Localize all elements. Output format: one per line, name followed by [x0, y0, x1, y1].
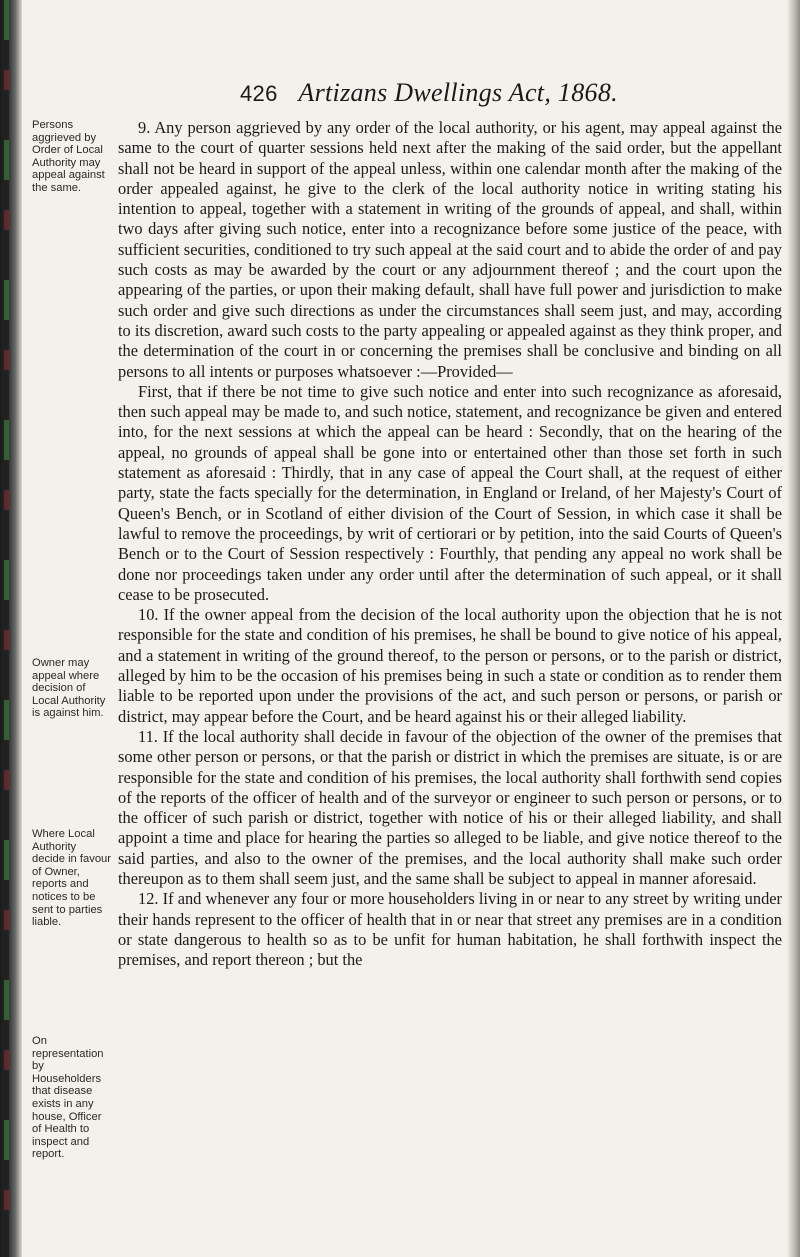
paragraph-section-12: 12. If and whenever any four or more householders living in or near to any street by writing under their hands represent to the officer of health that in or near that street any premises are in a condition or state dangerous to health so as to be unfit for human habitation, he shall forthwith inspect the premises, and report thereon ; but the	[118, 889, 782, 970]
sidenote-section-12: On representation by Householders that disease exists in any house, Officer of Health to inspect and report.	[32, 1035, 104, 1161]
running-header	[240, 78, 660, 108]
paragraph-section-11: 11. If the local authority shall decide in favour of the objection of the owner of the premises that some other person or persons, or that the parish or district in which the premises are situate, is or are responsible for the state and condition of his premises, the local authority shall forthwith send copies of the reports of the officer of health and of the surveyor or engineer to such person or persons, or to the officer of such parish or district, together with notice of his or their alleged liability, and shall appoint a time and place for hearing the parties so alleged to be liable, and give notice thereof to the said parties, and also to the owner of the premises, and the local authority shall make such order thereupon as to them shall seem just, and the same shall be subject to appeal in manner aforesaid.	[118, 726, 782, 888]
page-edge	[788, 0, 800, 1257]
body-text	[118, 118, 782, 970]
page-number: 426	[240, 81, 278, 106]
sidenote-section-10: Owner may appeal where decision of Local Authority is against him.	[32, 657, 106, 720]
running-title: Artizans Dwellings Act, 1868.	[298, 78, 618, 107]
paragraph-section-9: 9. Any person aggrieved by any order of the local authority, or his agent, may appeal against the same to the court of quarter sessions held next after the making of the said order, but the appellant shall not be heard in support of the appeal unless, within one calendar month after the making of the order appealed against, he give to the clerk of the local authority notice in writing stating his intention to appeal, together with a statement in writing of the grounds of appeal, and shall, within two days after giving such notice, enter into a recognizance before some justice of the peace, with sufficient securities, conditioned to try such appeal at the said court and to abide the order of and pay such costs as may be awarded by the court or any adjournment thereof ; and the court upon the appearing of the parties, or upon their making default, shall have full power and jurisdiction to make such order and give such directions as under the circumstances shall seem just, and may, according to its discretion, award such costs to the party appealing or appealed against as they think proper, and the determination of the court in or concerning the premises shall be conclusive and binding on all persons to all intents or purposes whatsoever :—Provided—	[118, 118, 782, 381]
paragraph-provisos: First, that if there be not time to give such notice and enter into such recognizance as aforesaid, then such appeal may be made to, and such notice, statement, and recognizance be given and entered into, for the next sessions at which the appeal can be heard : Secondly, that on the hearing of the appeal, no grounds of appeal shall be gone into or entertained other than those set forth in such statement as aforesaid : Thirdly, that in any case of appeal the Court shall, at the request of either party, state the facts specially for the determination, in England or Ireland, of her Majesty's Court of Queen's Bench, or in Scotland of either division of the Court of Session, in which case it shall be lawful to remove the proceedings, by writ of certiorari or by petition, into the said Courts of Queen's Bench or to the Court of Session respectively : Fourthly, that pending any appeal no work shall be done nor proceedings taken under any order until after the determination of such appeal, or it shall cease to be prosecuted.	[118, 381, 782, 604]
binding-ribbon	[4, 0, 9, 1257]
sidenote-section-9: Persons aggrieved by Order of Local Authority may appeal against the same.	[32, 119, 105, 194]
paragraph-section-10: 10. If the owner appeal from the decision of the local authority upon the objection that he is not responsible for the state and condition of his premises, he shall be bound to give notice of his appeal, and a statement in writing of the ground thereof, to the person or persons, or to the parish or district, alleged by him to be the occasion of his premises being in such a state or condition as to render them liable to be reported upon under the provisions of the act, and such person or persons, or parish or district, may appear before the Court, and be heard against his or their alleged liability.	[118, 605, 782, 726]
sidenote-section-11: Where Local Authority decide in favour of Owner, reports and notices to be sent to parties liable.	[32, 828, 111, 929]
